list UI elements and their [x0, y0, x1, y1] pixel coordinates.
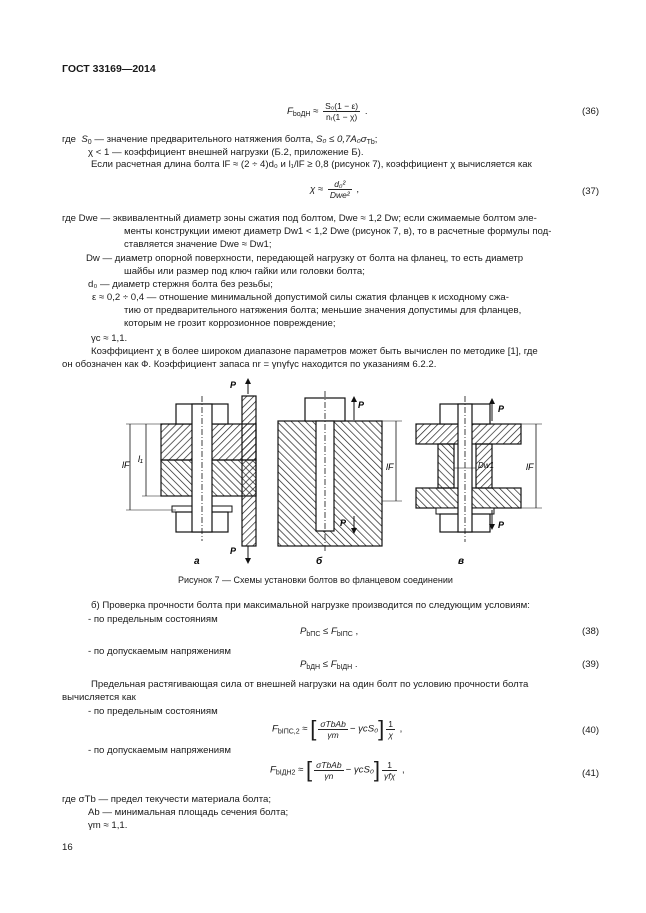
- eq41-factor-num: 1: [382, 760, 397, 771]
- label-pb-b-top: P: [358, 400, 365, 410]
- section-b-allow: - по допускаемым напряжениям: [88, 646, 231, 657]
- scheme-b: [278, 391, 402, 567]
- def-dwe-1: где Dwe — эквивалентный диаметр зоны сжатия под болтом, Dwe ≈ 1,2 Dw; если сжимаемые болтом эле-: [62, 213, 537, 224]
- def-gamma-c: γc ≈ 1,1.: [91, 333, 128, 344]
- eq39-number: (39): [582, 659, 600, 670]
- def-chi: χ < 1 — коэффициент внешней нагрузки (Б.2, приложение Б).: [88, 147, 364, 158]
- eq36-numerator: S₀(1 − ε): [325, 101, 359, 111]
- eq40-factor-den: χ: [388, 729, 393, 740]
- label-dw1: Dw1: [478, 461, 495, 470]
- eq40-denominator: γm: [327, 729, 339, 740]
- eq38-tail: ,: [352, 626, 359, 637]
- eq37-number: (37): [582, 186, 600, 197]
- eq40-lhs: F: [272, 723, 278, 735]
- eq37-lhs: χ ≈: [310, 184, 324, 196]
- label-pb-v-top: P: [498, 404, 505, 414]
- coef-line-1: Коэффициент χ в более широком диапазоне параметров может быть вычислен по методике [1], где: [91, 346, 538, 357]
- eq38-rhs-sub: bIПС: [336, 631, 353, 638]
- tension-line-1: Предельная растягивающая сила от внешней нагрузки на один болт по условию прочности болта: [91, 679, 529, 690]
- eq36-tail: .: [364, 106, 368, 118]
- eq39-lhs: P: [300, 659, 307, 670]
- def-length: Если расчетная длина болта lF ≈ (2 ÷ 4)d₀ и l₁/lF ≥ 0,8 (рисунок 7), коэффициент χ вычисляется как: [91, 159, 532, 170]
- eq39-rhs: F: [330, 659, 337, 670]
- eq39-rel: ≤: [320, 659, 331, 670]
- equation-36: [287, 101, 367, 122]
- label-pb-a-top: P: [230, 380, 237, 390]
- equation-40: $F_{bIПС,2}$ ≈ [ $\frac{\text{σTbAb}}{\gamma m}$ − γcS₀] $\frac{1}{\chi}$ ,: [272, 716, 403, 741]
- tension-allow: - по допускаемым напряжениям: [88, 745, 231, 756]
- eq40-numerator: σTbAb: [320, 718, 346, 729]
- label-v: в: [458, 556, 465, 567]
- label-lf-a: lF: [122, 460, 130, 470]
- eq39-rhs-sub: bIДН: [336, 664, 353, 671]
- document-code: ГОСТ 33169—2014: [62, 63, 156, 75]
- tension-limit: - по предельным состояниям: [88, 706, 218, 717]
- eq38-lhs: P: [300, 626, 307, 637]
- def-dwe-2: менты конструкции имеют диаметр Dw1 < 1,2 Dwe (рисунок 7, в), то в расчетные формулы под-: [124, 226, 552, 237]
- def-dw-1: Dw — диаметр опорной поверхности, передающей нагрузку от болта на фланец, то есть диаметр: [86, 253, 524, 264]
- wall-a: [242, 396, 256, 546]
- eq40-tail: ,: [399, 723, 403, 735]
- def-dwe-3: ставляется значение Dwe ≈ Dw1;: [124, 239, 272, 250]
- page-number: 16: [62, 842, 73, 853]
- eq36-rel: ≈: [313, 106, 319, 118]
- label-lf-b: lF: [386, 462, 394, 472]
- eq41-number: (41): [582, 768, 600, 779]
- coef-line-2: он обозначен как Ф. Коэффициент запаса nr = γnγfγc находится по указаниям 6.2.2.: [62, 359, 437, 370]
- def-s0-cond: S₀ ≤ 0,7A₀σ: [315, 134, 367, 145]
- label-pb-v-bottom: P: [498, 520, 505, 530]
- equation-38: [300, 626, 358, 638]
- label-lf-v: lF: [526, 462, 534, 472]
- sleeve-left-v: [438, 444, 454, 488]
- label-pb-a-bottom: P: [230, 546, 237, 556]
- eq39-lhs-sub: bДН: [306, 664, 321, 671]
- scheme-v: [416, 396, 542, 567]
- eq36-denominator: nᵣ(1 − χ): [325, 112, 358, 122]
- tension-line-2: вычисляется как: [62, 692, 136, 703]
- eq41-lhs-sub: bIДН2: [275, 769, 296, 777]
- eq41-factor-den: γfχ: [384, 770, 396, 781]
- figure-caption: Рисунок 7 — Схемы установки болтов во фланцевом соединении: [178, 575, 453, 585]
- equation-41: $F_{bIДН2}$ ≈ [ $\frac{\text{σTbAb}}{\gamma n}$ − γcS₀] $\frac{1}{\text{γfχ}}$ ,: [270, 757, 405, 782]
- def-eps-2: тию от предварительного натяжения болта; меньшие значения допустимы для фланцев,: [124, 305, 522, 316]
- eq41-denominator: γn: [324, 770, 334, 781]
- eq41-mid: − γcS₀: [345, 764, 374, 776]
- eq40-number: (40): [582, 725, 600, 736]
- eq39-tail: .: [352, 659, 358, 670]
- label-l1-a: l₁: [138, 454, 143, 464]
- eq41-tail: ,: [401, 764, 405, 776]
- def-s0-text: — значение предварительного натяжения болта,: [91, 134, 316, 145]
- def-s0: где $S_0$ — значение предварительного натяжения болта, $S_0 \le 0,7A_0\sigma_{Tb}$;: [62, 134, 378, 146]
- eq40-lhs-sub: bIПС,2: [277, 728, 300, 736]
- def-s0-label: где: [62, 134, 77, 145]
- eq41-lhs: F: [270, 764, 276, 776]
- def-dw-2: шайбы или размер под ключ гайки или головки болта;: [124, 266, 365, 277]
- section-b-intro: б) Проверка прочности болта при максимальной нагрузке производится по следующим условиям:: [91, 600, 530, 611]
- equation-39: [300, 659, 358, 671]
- def-sigma-tb: где σTb — предел текучести материала болта;: [62, 794, 271, 805]
- eq38-lhs-sub: bПС: [306, 631, 321, 638]
- def-ab: Ab — минимальная площадь сечения болта;: [88, 807, 289, 818]
- eq36-lhs-sub: bоДН: [292, 111, 311, 119]
- eq40-factor-num: 1: [388, 718, 393, 729]
- label-a: а: [194, 556, 200, 567]
- label-pb-b-bottom: P: [340, 518, 347, 528]
- def-gamma-m: γm ≈ 1,1.: [88, 820, 128, 831]
- eq36-number: (36): [582, 106, 600, 117]
- label-b: б: [316, 556, 323, 567]
- eq40-mid: − γcS₀: [349, 723, 379, 735]
- section-b-limit: - по предельным состояниям: [88, 614, 218, 625]
- eq38-number: (38): [582, 626, 600, 637]
- def-d0: d₀ — диаметр стержня болта без резьбы;: [88, 279, 273, 290]
- eq38-rel: ≤: [320, 626, 331, 637]
- eq37-tail: ,: [356, 184, 360, 196]
- eq37-denominator: Dwe²: [329, 190, 350, 200]
- eq36-lhs: F: [287, 106, 293, 118]
- def-s0-symbol: S: [81, 134, 88, 145]
- equation-37: [310, 179, 359, 200]
- def-s0-cond-sub: Tb: [366, 139, 375, 146]
- scheme-a: [122, 378, 256, 567]
- eq37-numerator: d₀²: [328, 179, 352, 190]
- eq41-numerator: σTbAb: [316, 759, 342, 770]
- def-eps-1: ε ≈ 0,2 ÷ 0,4 — отношение минимальной допустимой силы сжатия фланцев к исходному сжа-: [92, 292, 509, 303]
- eq38-rhs: F: [331, 626, 337, 637]
- def-eps-3: которым не грозит коррозионное повреждение;: [124, 318, 336, 329]
- figure-7: [118, 376, 548, 571]
